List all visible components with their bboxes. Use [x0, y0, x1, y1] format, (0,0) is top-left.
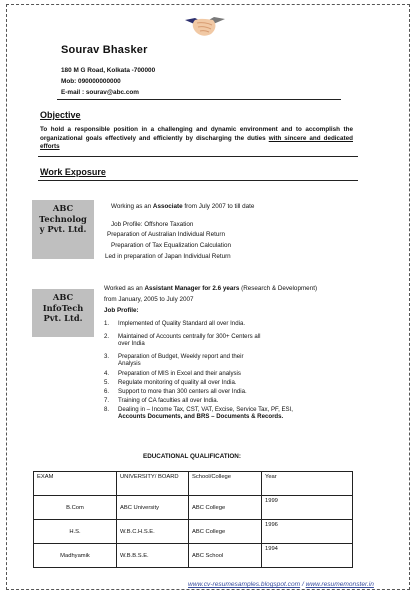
company-box [32, 289, 94, 337]
job-summary [104, 285, 317, 292]
company-name-line: y Pvt. Ltd. [39, 224, 87, 234]
job-duties-list [104, 316, 354, 420]
list-number: 1. [104, 320, 110, 327]
list-number: 2. [104, 333, 110, 340]
education-table [33, 471, 353, 568]
header-divider [57, 99, 341, 100]
list-text: Support to more than 300 centers all over India. [118, 388, 247, 395]
job-line: Preparation of Australian Individual Return [107, 231, 225, 238]
company-name-line: Pvt. Ltd. [43, 313, 83, 323]
candidate-name: Sourav Bhasker [61, 44, 148, 56]
table-header-cell: Year [262, 472, 353, 496]
table-cell: ABC College [189, 496, 262, 520]
email: E-mail : sourav@abc.com [61, 89, 139, 96]
job-summary-pre: Working as an [111, 203, 153, 210]
work-heading: Work Exposure [40, 167, 106, 177]
job-role: Assistant Manager for 2.6 years [144, 285, 240, 292]
list-text-cont: Accounts Documents, and BRS – Documents & Records. [118, 413, 284, 420]
objective-text [40, 126, 353, 152]
job-summary-pre: Worked as an [104, 285, 145, 292]
list-text-cont: over India [118, 340, 145, 347]
objective-heading: Objective [40, 110, 81, 120]
job-profile: Job Profile: [104, 307, 139, 314]
table-row [34, 496, 353, 520]
footer-link-2[interactable]: www.resumemonster.in [305, 581, 374, 588]
footer-links [188, 581, 374, 588]
company-name-line: Technolog [39, 213, 87, 224]
list-item [104, 353, 354, 367]
table-cell: ABC University [117, 496, 189, 520]
job-line: Preparation of Tax Equalization Calculation [111, 242, 231, 249]
job-role: Associate [152, 203, 183, 210]
list-text: Dealing in – Income Tax, CST, VAT, Excise, Service Tax, PF, ESI, [118, 406, 293, 413]
job-summary-line2: from January, 2005 to July 2007 [104, 296, 194, 303]
list-item [104, 397, 354, 404]
mobile: Mob: 090000000000 [61, 78, 121, 85]
company-name-line: InfoTech [42, 302, 84, 313]
table-cell: B.Com [34, 496, 117, 520]
job-line: Led in preparation of Japan Individual Return [105, 253, 231, 260]
education-title: EDUCATIONAL QUALIFICATION: [143, 453, 241, 460]
table-cell: 1994 [262, 544, 353, 568]
list-item [104, 406, 354, 420]
objective-text-main: To hold a responsible position in a challenging and dynamic environment and to accomplish the organizational goals effectively and efficiently by discharging the duties [40, 126, 353, 142]
company-box [32, 200, 94, 259]
address: 180 M G Road, Kolkata -700000 [61, 67, 156, 74]
table-cell: W.B.C.H.S.E. [117, 520, 189, 544]
objective-divider [38, 156, 358, 157]
list-number: 7. [104, 397, 110, 404]
table-cell: Madhyamik [34, 544, 117, 568]
job-summary-post: from July 2007 to till date [182, 203, 255, 210]
list-text: Implemented of Quality Standard all over India. [118, 320, 246, 327]
job-profile: Job Profile: Offshore Taxation [111, 221, 194, 228]
table-header-row [34, 472, 353, 496]
list-number: 4. [104, 370, 110, 377]
table-header-cell: EXAM [34, 472, 117, 496]
list-item [104, 388, 354, 395]
company-name-line: ABC [52, 292, 74, 302]
table-header-cell: UNIVERSITY/ BOARD [117, 472, 189, 496]
company-name-line: ABC [52, 203, 74, 213]
list-item [104, 370, 354, 377]
list-text: Maintained of Accounts centrally for 300+ Centers all [118, 333, 261, 340]
list-item [104, 333, 354, 347]
table-cell: 1999 [262, 496, 353, 520]
list-item [104, 320, 354, 327]
table-cell: 1996 [262, 520, 353, 544]
table-row [34, 520, 353, 544]
job-summary-post: (Research & Development) [239, 285, 318, 292]
list-number: 3. [104, 353, 110, 360]
list-text: Regulate monitoring of quality all over India. [118, 379, 237, 386]
list-text: Training of CA faculties all over India. [118, 397, 219, 404]
footer-link-1[interactable]: www.cv-resumesamples.blogspot.com [188, 581, 301, 588]
table-row [34, 544, 353, 568]
list-text: Preparation of Budget, Weekly report and their [118, 353, 244, 360]
table-cell: H.S. [34, 520, 117, 544]
list-number: 6. [104, 388, 110, 395]
objective-text-underlined: with sincere and dedicated efforts [40, 134, 353, 151]
table-cell: W.B.B.S.E. [117, 544, 189, 568]
list-item [104, 379, 354, 386]
list-text: Preparation of MIS in Excel and their analysis [118, 370, 241, 377]
list-number: 5. [104, 379, 110, 386]
table-cell: ABC College [189, 520, 262, 544]
handshake-icon [183, 10, 227, 42]
list-number: 8. [104, 406, 110, 413]
table-cell: ABC School [189, 544, 262, 568]
list-text-cont: Analysis [118, 360, 141, 367]
work-divider [38, 180, 358, 181]
table-header-cell: School/College [189, 472, 262, 496]
job-summary [111, 203, 254, 210]
footer-separator: / [300, 581, 306, 588]
